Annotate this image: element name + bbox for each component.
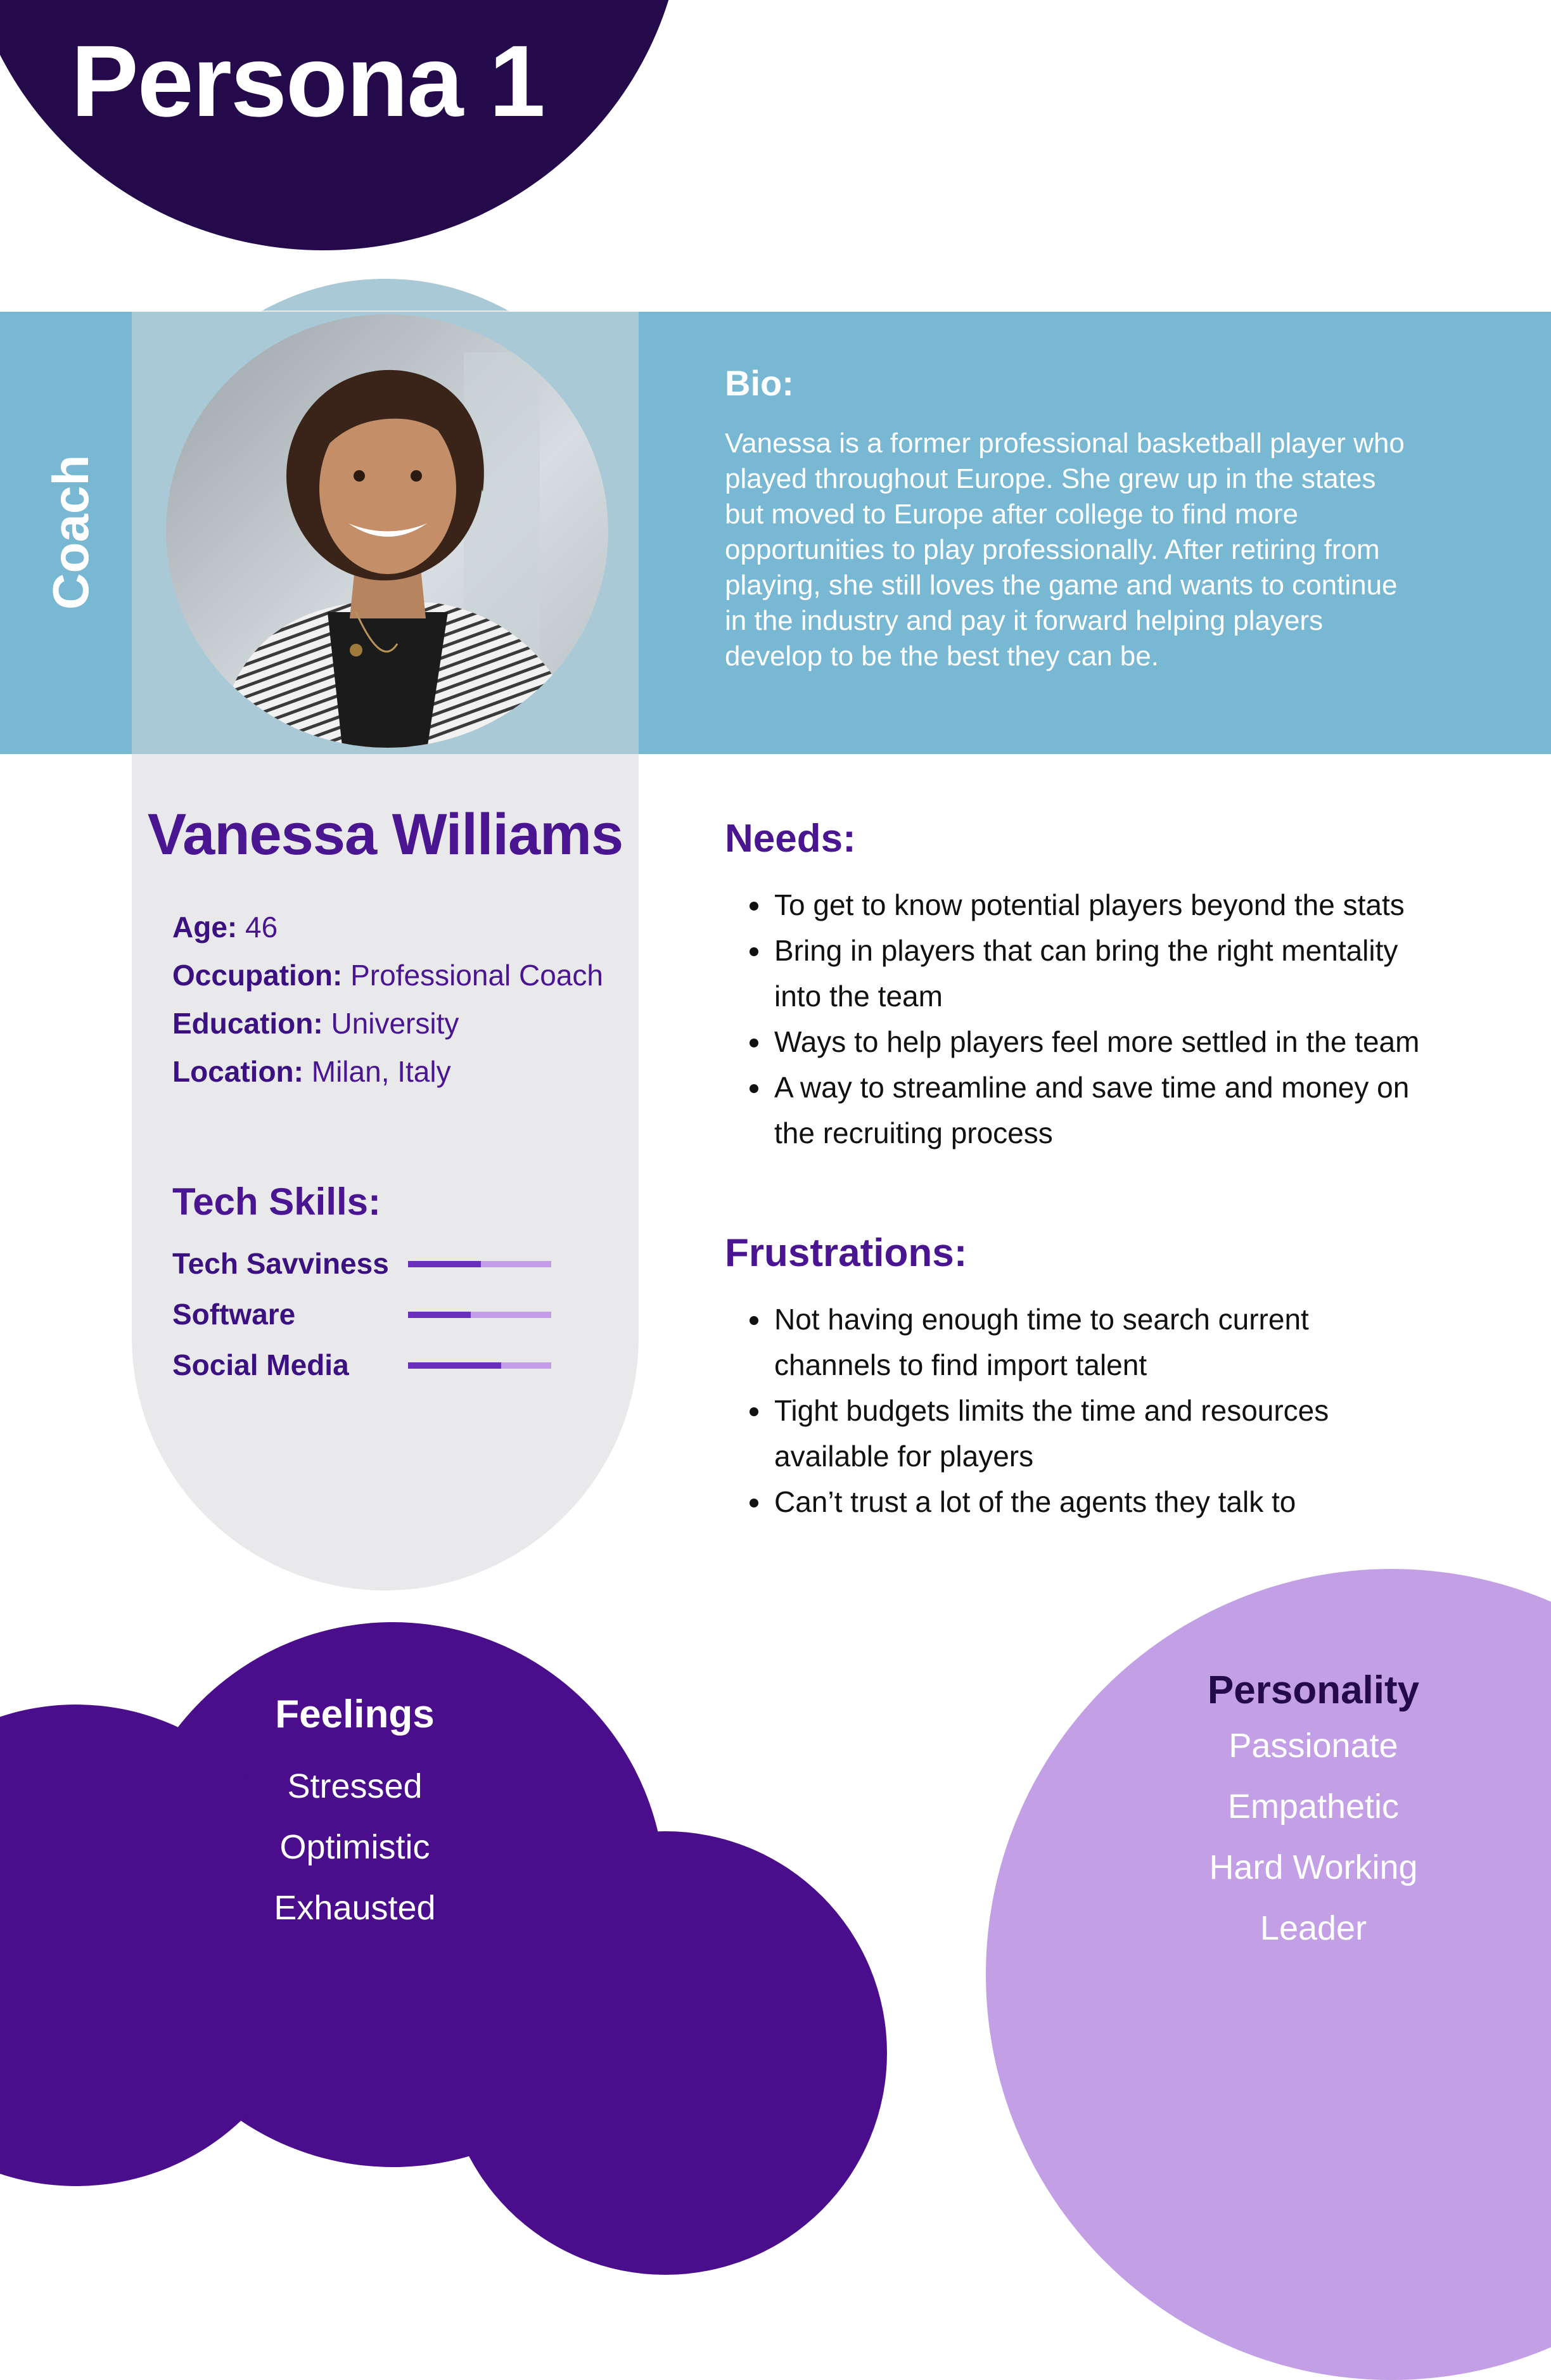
skill-bar bbox=[408, 1261, 551, 1267]
list-item: • To get to know potential players beyond the stats bbox=[772, 882, 1488, 928]
personality-item: Leader bbox=[1260, 1909, 1367, 1947]
portrait-image bbox=[166, 314, 608, 748]
persona-name: Vanessa Williams bbox=[147, 802, 623, 867]
fact-occupation bbox=[172, 951, 603, 999]
skill-row-tech-savviness bbox=[172, 1244, 565, 1295]
skill-bar-fill bbox=[408, 1312, 471, 1318]
feeling-item: Stressed bbox=[287, 1767, 423, 1805]
list-item: • Not having enough time to search current channels to find import talent bbox=[772, 1296, 1363, 1388]
page-title: Persona 1 bbox=[71, 24, 544, 138]
fact-label: Occupation: bbox=[172, 959, 343, 992]
skill-label: Social Media bbox=[172, 1348, 349, 1381]
bio-heading: Bio: bbox=[725, 363, 794, 403]
fact-label: Age: bbox=[172, 911, 238, 944]
fact-value: Professional Coach bbox=[342, 959, 604, 992]
list-item: • Ways to help players feel more settled in the team bbox=[772, 1019, 1488, 1065]
feeling-item: Optimistic bbox=[279, 1828, 430, 1866]
list-item: • Tight budgets limits the time and resources available for players bbox=[772, 1388, 1395, 1479]
tech-skills-heading: Tech Skills: bbox=[172, 1180, 381, 1223]
persona-facts bbox=[172, 903, 603, 1096]
skill-bar bbox=[408, 1362, 551, 1369]
frustrations-list bbox=[727, 1296, 1424, 1525]
skill-label: Software bbox=[172, 1298, 296, 1331]
fact-location bbox=[172, 1047, 603, 1096]
feelings-heading: Feelings bbox=[275, 1692, 435, 1736]
needs-heading: Needs: bbox=[725, 817, 856, 861]
fact-value: University bbox=[322, 1007, 459, 1040]
skill-label: Tech Savviness bbox=[172, 1247, 389, 1280]
skill-bar-fill bbox=[408, 1261, 481, 1267]
list-item: • Can’t trust a lot of the agents they talk to bbox=[772, 1479, 1424, 1525]
list-item: • A way to streamline and save time and money on the recruiting process bbox=[772, 1065, 1427, 1156]
personality-item: Hard Working bbox=[1209, 1848, 1418, 1886]
role-label: Coach bbox=[42, 454, 99, 610]
bio-text: Vanessa is a former professional basketball player who played throughout Europe. She grew up in the states but moved to Europe after college to find more opportunities to play professionally. After retiring from playing, she still loves the game and wants to continue in the industry and pay it forward helping players develop to be the best they can be. bbox=[725, 428, 1405, 672]
feeling-item: Exhausted bbox=[274, 1889, 436, 1927]
personality-item: Passionate bbox=[1229, 1727, 1398, 1765]
fact-label: Location: bbox=[172, 1055, 303, 1088]
fact-label: Education: bbox=[172, 1007, 323, 1040]
list-item: • Bring in players that can bring the right mentality into the team bbox=[772, 928, 1427, 1019]
skill-bar bbox=[408, 1312, 551, 1318]
fact-age bbox=[172, 903, 603, 951]
personality-item: Empathetic bbox=[1227, 1788, 1400, 1826]
personality-heading: Personality bbox=[1207, 1668, 1420, 1712]
skill-bar-fill bbox=[408, 1362, 501, 1369]
skill-row-social-media bbox=[172, 1346, 565, 1397]
profile-photo bbox=[166, 314, 608, 748]
frustrations-heading: Frustrations: bbox=[725, 1231, 967, 1275]
fact-value: 46 bbox=[237, 911, 278, 944]
fact-education bbox=[172, 999, 603, 1047]
needs-list bbox=[727, 882, 1488, 1156]
skill-row-software bbox=[172, 1295, 565, 1346]
fact-value: Milan, Italy bbox=[303, 1055, 451, 1088]
